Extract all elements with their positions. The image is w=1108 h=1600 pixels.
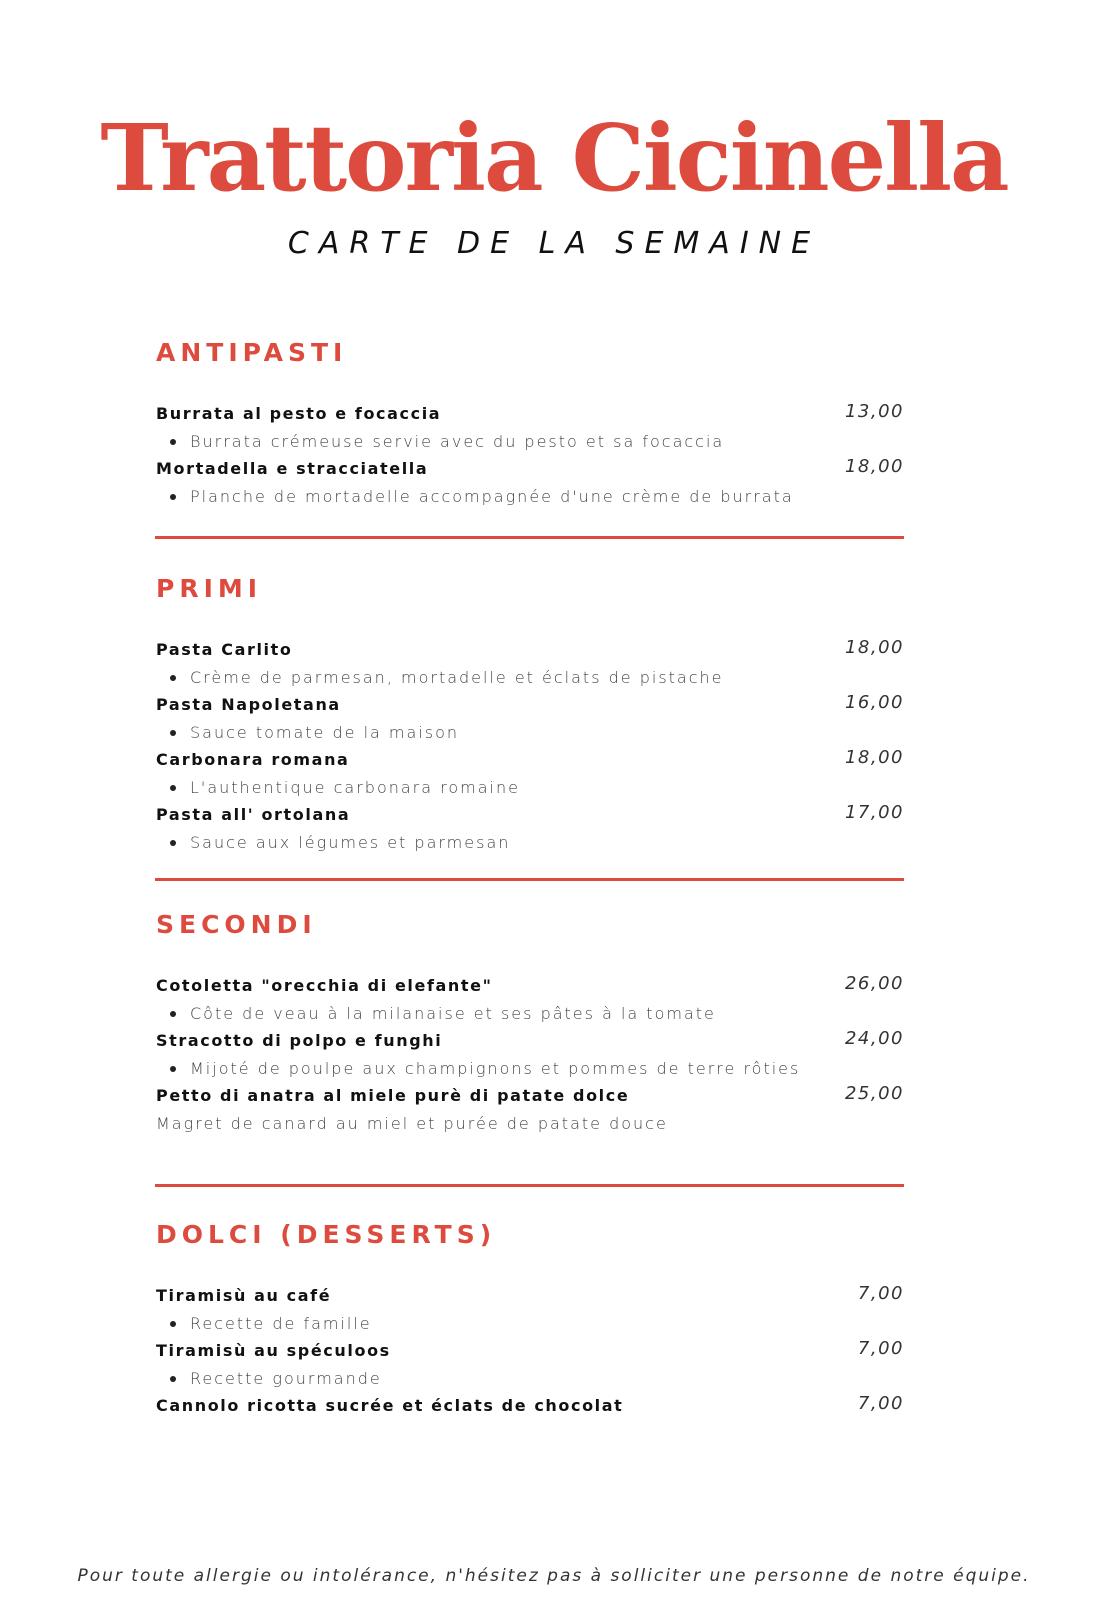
section-divider (155, 878, 904, 881)
item-price: 7,00 (857, 1338, 904, 1359)
menu-item (156, 972, 904, 1027)
item-name: Carbonara romana (156, 750, 350, 769)
item-price: 18,00 (844, 747, 904, 768)
menu-item (156, 1027, 904, 1082)
menu-item (156, 1392, 904, 1420)
section-secondi (156, 910, 904, 1137)
menu-item (156, 1337, 904, 1392)
item-description: Planche de mortadelle accompagnée d'une crème de burrata (156, 483, 904, 510)
item-price: 17,00 (844, 802, 904, 823)
section-heading: SECONDI (156, 910, 317, 939)
item-description: Sauce tomate de la maison (156, 719, 904, 746)
menu-item (156, 1082, 904, 1137)
item-price: 25,00 (844, 1083, 904, 1104)
section-antipasti (156, 338, 904, 510)
item-name: Cotoletta "orecchia di elefante" (156, 976, 493, 995)
menu-item (156, 801, 904, 856)
item-description: Magret de canard au miel et purée de patate douce (156, 1114, 668, 1133)
menu-item (156, 455, 904, 510)
item-name: Stracotto di polpo e funghi (156, 1031, 443, 1050)
item-description: Recette gourmande (156, 1365, 904, 1392)
restaurant-title: Trattoria Cicinella (100, 104, 1008, 212)
menu-item (156, 1282, 904, 1337)
item-price: 18,00 (844, 637, 904, 658)
item-price: 7,00 (857, 1283, 904, 1304)
item-price: 18,00 (844, 456, 904, 477)
menu-item (156, 400, 904, 455)
item-price: 26,00 (844, 973, 904, 994)
item-price: 16,00 (844, 692, 904, 713)
item-description: Sauce aux légumes et parmesan (156, 829, 904, 856)
allergy-note: Pour toute allergie ou intolérance, n'hésitez pas à solliciter une personne de notre équipe. (77, 1566, 1031, 1586)
item-name: Pasta Carlito (156, 640, 293, 659)
section-heading: DOLCI (DESSERTS) (156, 1220, 497, 1249)
menu-subtitle: CARTE DE LA SEMAINE (287, 226, 821, 261)
item-description: Crème de parmesan, mortadelle et éclats de pistache (156, 664, 904, 691)
section-primi (156, 574, 904, 856)
menu-item (156, 691, 904, 746)
section-heading: PRIMI (156, 574, 263, 603)
item-description: Recette de famille (156, 1310, 904, 1337)
item-name: Pasta all' ortolana (156, 805, 351, 824)
item-description: Mijoté de poulpe aux champignons et pommes de terre rôties (156, 1055, 904, 1082)
item-name: Cannolo ricotta sucrée et éclats de chocolat (156, 1396, 624, 1415)
item-name: Petto di anatra al miele purè di patate dolce (156, 1086, 630, 1105)
item-name: Tiramisù au café (156, 1286, 332, 1305)
item-name: Tiramisù au spéculoos (156, 1341, 391, 1360)
section-dolci (156, 1220, 904, 1420)
section-divider (155, 536, 904, 539)
item-description: Burrata crémeuse servie avec du pesto et sa focaccia (156, 428, 904, 455)
item-name: Pasta Napoletana (156, 695, 341, 714)
item-description: Côte de veau à la milanaise et ses pâtes à la tomate (156, 1000, 904, 1027)
section-heading: ANTIPASTI (156, 338, 348, 367)
menu-item (156, 746, 904, 801)
item-name: Burrata al pesto e focaccia (156, 404, 442, 423)
section-divider (155, 1184, 904, 1187)
item-name: Mortadella e stracciatella (156, 459, 429, 478)
item-price: 24,00 (844, 1028, 904, 1049)
item-price: 7,00 (857, 1393, 904, 1414)
item-price: 13,00 (844, 401, 904, 422)
item-description: L'authentique carbonara romaine (156, 774, 904, 801)
menu-item (156, 636, 904, 691)
